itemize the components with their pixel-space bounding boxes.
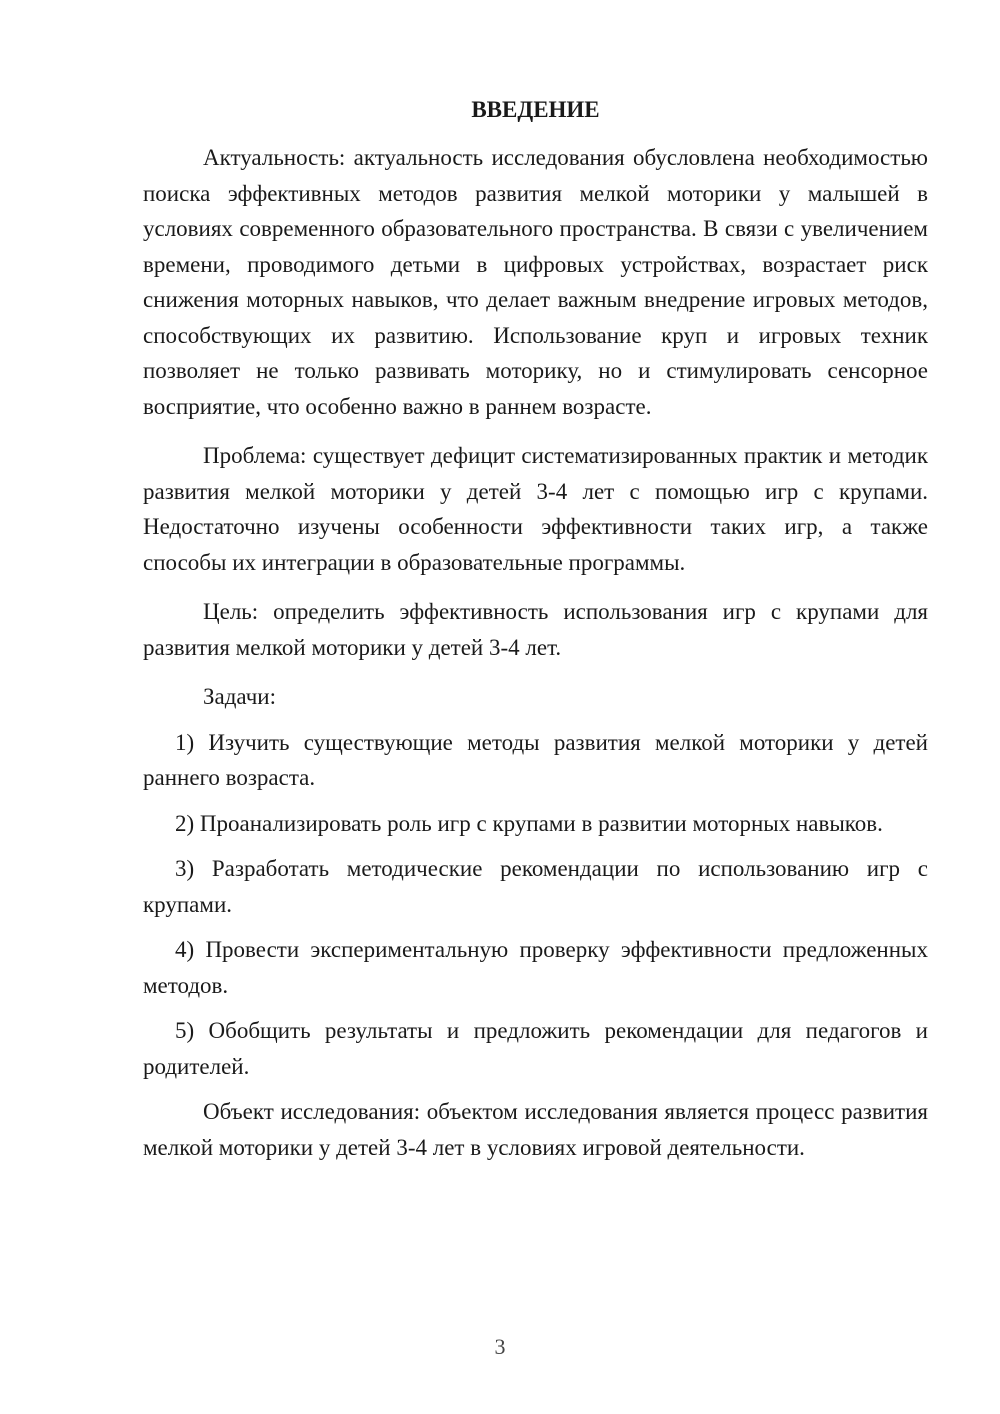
relevance-paragraph: Актуальность: актуальность исследования обусловлена необходимостью поиска эффективных методов развития мелкой моторики у малышей в условиях современного образовательного пространства. В связи с увеличением времени, проводимого детьми в цифровых устройствах, возрастает риск снижения моторных навыков, что делает важным внедрение игровых методов, способствующих их развитию. Использование круп и игровых техник позволяет не только развивать моторику, но и стимулировать сенсорное восприятие, что особенно важно в раннем возрасте. [143, 145, 928, 419]
task-item-4: 4) Провести экспериментальную проверку эффективности предложенных методов. [143, 937, 928, 998]
object-paragraph: Объект исследования: объектом исследования является процесс развития мелкой моторики у детей 3-4 лет в условиях игровой деятельности. [143, 1099, 928, 1160]
tasks-label: Задачи: [203, 684, 276, 709]
task-item-2: 2) Проанализировать роль игр с крупами в развитии моторных навыков. [175, 810, 883, 836]
goal-paragraph: Цель: определить эффективность использования игр с крупами для развития мелкой моторики у детей 3-4 лет. [143, 599, 928, 660]
task-item-5: 5) Обобщить результаты и предложить рекомендации для педагогов и родителей. [143, 1018, 928, 1079]
page-number: 3 [494, 1334, 506, 1359]
task-item-1: 1) Изучить существующие методы развития мелкой моторики у детей раннего возраста. [143, 729, 928, 790]
problem-paragraph: Проблема: существует дефицит систематизированных практик и методик развития мелкой моторики у детей 3-4 лет с помощью игр с крупами. Недостаточно изучены особенности эффективности таких игр, а также способы их интеграции в образовательные программы. [143, 443, 928, 575]
document-page [143, 92, 928, 1179]
section-title: ВВЕДЕНИЕ [471, 97, 600, 122]
task-item-3: 3) Разработать методические рекомендации по использованию игр с крупами. [143, 856, 928, 917]
